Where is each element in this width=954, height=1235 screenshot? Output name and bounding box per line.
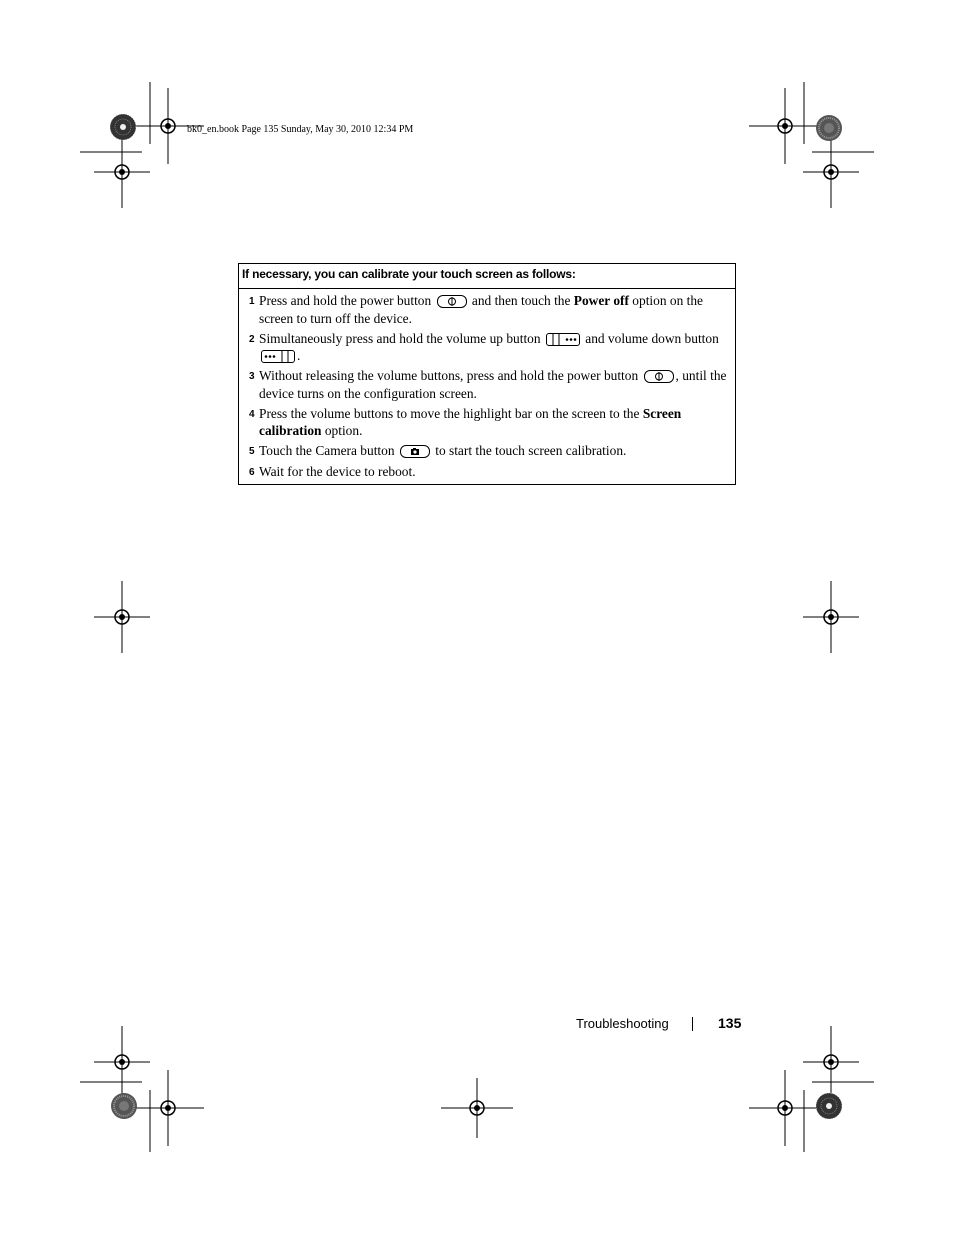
- power-button-icon: [644, 370, 674, 383]
- step-number: 5: [249, 446, 255, 457]
- step-1: 1 Press and hold the power button and then touch the Power off option on the screen to turn off the device.: [249, 293, 703, 326]
- step-4: 4 Press the volume buttons to move the highlight bar on the screen to the Screen calibration option.: [249, 405, 682, 438]
- step-number: 6: [249, 467, 255, 478]
- step-6: 6 Wait for the device to reboot.: [249, 463, 729, 482]
- footer-divider: [692, 1017, 693, 1031]
- page-number: 135: [718, 1015, 742, 1031]
- step-3: 3 Without releasing the volume buttons, press and hold the power button , until the device turns on the configuration screen.: [249, 368, 727, 401]
- step-number: 4: [249, 408, 255, 420]
- camera-button-icon: [400, 445, 430, 458]
- power-button-icon: [437, 295, 467, 308]
- volume-down-button-icon: [261, 350, 295, 363]
- step-number: 2: [249, 333, 255, 345]
- step-2: 2 Simultaneously press and hold the volume up button and volume down button .: [249, 330, 719, 363]
- volume-up-button-icon: [546, 333, 580, 346]
- crosshair-marks: [94, 88, 859, 1146]
- step-5: 5 Touch the Camera button to start the touch screen calibration.: [249, 442, 729, 461]
- step-number: 3: [249, 371, 255, 382]
- note-heading: If necessary, you can calibrate your touch screen as follows:: [239, 264, 735, 289]
- print-slug: bk0_en.book Page 135 Sunday, May 30, 2010 12:34 PM: [187, 124, 414, 135]
- step-number: 1: [249, 296, 255, 307]
- steps-list: [239, 289, 735, 482]
- calibration-note-box: [238, 263, 736, 485]
- footer-section-name: Troubleshooting: [576, 1016, 669, 1031]
